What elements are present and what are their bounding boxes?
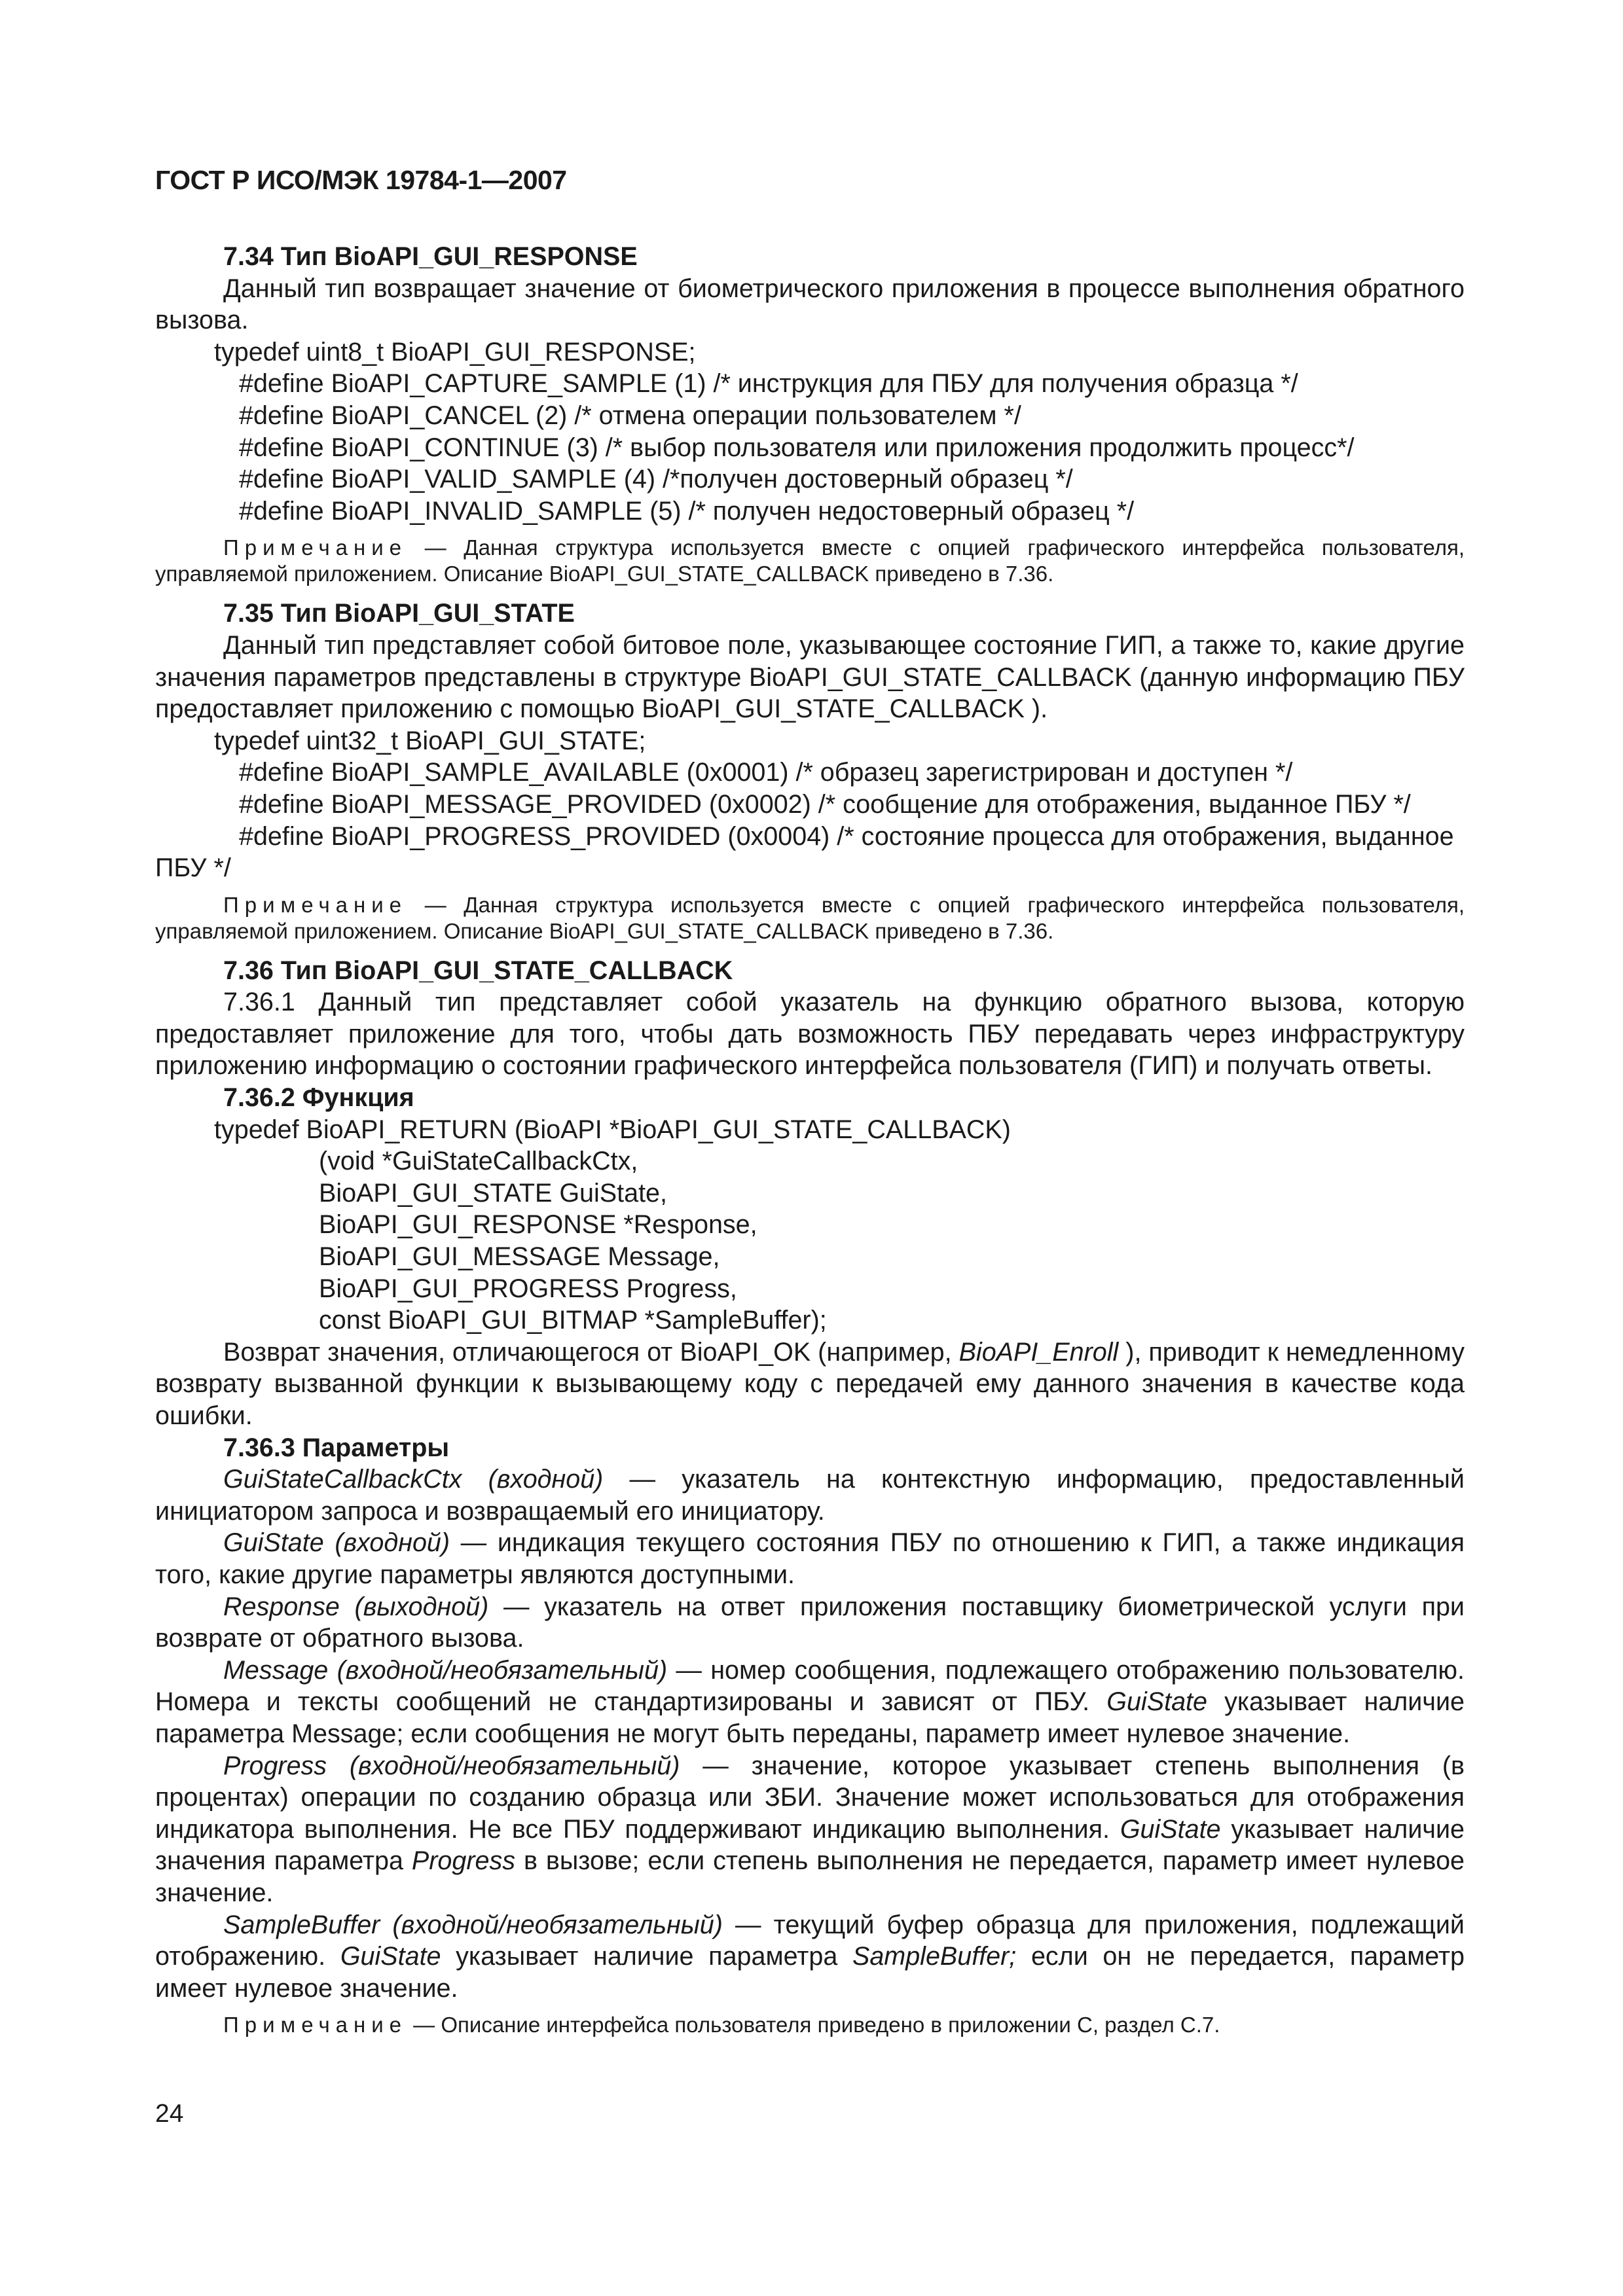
function-name: BioAPI_Enroll bbox=[958, 1337, 1119, 1367]
code-arg: BioAPI_GUI_RESPONSE *Response, bbox=[319, 1210, 757, 1240]
param-name: Progress (входной/необязательный) bbox=[223, 1751, 680, 1780]
code-define: #define BioAPI_SAMPLE_AVAILABLE (0x0001) /* образец зарегистрирован и доступен */ bbox=[239, 758, 1293, 787]
param-text: — индикация текущего состояния ПБУ по отношению к ГИП, а также индикация того, какие другие параметры являются доступными. bbox=[155, 1528, 1465, 1589]
param-ref: GuiState bbox=[1120, 1814, 1221, 1844]
note-label: Примечание bbox=[223, 892, 408, 917]
param-text: указывает наличие параметра Message; если сообщения не могут быть переданы, параметр имеет нулевое значение. bbox=[155, 1687, 1465, 1748]
code-define: #define BioAPI_CAPTURE_SAMPLE (1) /* инструкция для ПБУ для получения образца */ bbox=[239, 369, 1298, 399]
code-define: #define BioAPI_MESSAGE_PROVIDED (0x0002) /* сообщение для отображения, выданное ПБУ */ bbox=[239, 789, 1411, 819]
section-7-34-title: 7.34 Тип BioAPI_GUI_RESPONSE bbox=[223, 242, 638, 271]
page-number: 24 bbox=[155, 2100, 184, 2128]
note-label: Примечание bbox=[223, 535, 408, 560]
param-text: — указатель на контекстную информацию, предоставленный инициатором запроса и возвращаемый его инициатору. bbox=[155, 1465, 1465, 1526]
text-run: Возврат значения, отличающегося от BioAPI_OK (например, bbox=[223, 1337, 959, 1367]
section-7-35-title: 7.35 Тип BioAPI_GUI_STATE bbox=[223, 599, 575, 628]
param-name: SampleBuffer (входной/необязательный) bbox=[223, 1910, 723, 1939]
note bbox=[155, 535, 1465, 587]
param-paragraph bbox=[155, 1591, 1465, 1655]
code-arg: const BioAPI_GUI_BITMAP *SampleBuffer); bbox=[319, 1306, 827, 1335]
return-value-paragraph bbox=[155, 1336, 1465, 1432]
param-text: если он не передается, параметр имеет нулевое значение. bbox=[155, 1942, 1465, 2003]
param-paragraph bbox=[155, 1463, 1465, 1527]
code-define: #define BioAPI_CONTINUE (3) /* выбор пользователя или приложения продолжить процесс*/ bbox=[239, 433, 1355, 462]
param-name: GuiStateCallbackCtx (входной) bbox=[223, 1465, 604, 1494]
note bbox=[155, 892, 1465, 944]
param-ref: Progress bbox=[411, 1846, 515, 1876]
code-define: #define BioAPI_PROGRESS_PROVIDED (0x0004) /* состояние процесса для отображения, выданное ПБУ */ bbox=[155, 821, 1454, 883]
note-label: Примечание bbox=[223, 2013, 408, 2037]
code-arg: BioAPI_GUI_PROGRESS Progress, bbox=[319, 1274, 737, 1303]
code-define: #define BioAPI_CANCEL (2) /* отмена операции пользователем */ bbox=[239, 401, 1021, 430]
section-7-35-intro: Данный тип представляет собой битовое поле, указывающее состояние ГИП, а также то, какие другие значения параметров представлены в структуре BioAPI_GUI_STATE_CALLBACK (данную информацию ПБУ предоставляет приложению с помощью BioAPI_GUI_STATE_CALLBACK ). bbox=[155, 630, 1465, 724]
section-7-36-title: 7.36 Тип BioAPI_GUI_STATE_CALLBACK bbox=[223, 956, 733, 985]
code-define: #define BioAPI_VALID_SAMPLE (4) /*получен достоверный образец */ bbox=[239, 465, 1073, 494]
code-arg: BioAPI_GUI_STATE GuiState, bbox=[319, 1178, 667, 1208]
param-paragraph bbox=[155, 1909, 1465, 2005]
code-typedef: typedef uint32_t BioAPI_GUI_STATE; bbox=[214, 726, 646, 755]
param-text: указывает наличие параметра bbox=[441, 1942, 852, 1971]
section-7-36-2-title: 7.36.2 Функция bbox=[223, 1083, 414, 1113]
param-text: — номер сообщения, подлежащего отображению пользователю. Номера и тексты сообщений не стандартизированы и зависят от ПБУ. bbox=[155, 1655, 1465, 1717]
code-arg: BioAPI_GUI_MESSAGE Message, bbox=[319, 1242, 720, 1272]
note-text: — Данная структура используется вместе с опцией графического интерфейса пользователя, управляемой приложением. Описание BioAPI_GUI_STATE_CALLBACK приведено в 7.36. bbox=[155, 892, 1465, 943]
section-7-34-intro: Данный тип возвращает значение от биометрического приложения в процессе выполнения обратного вызова. bbox=[155, 274, 1465, 335]
code-typedef: typedef BioAPI_RETURN (BioAPI *BioAPI_GUI_STATE_CALLBACK) bbox=[214, 1115, 1011, 1144]
code-arg: (void *GuiStateCallbackCtx, bbox=[319, 1147, 638, 1176]
note-text: — Описание интерфейса пользователя приведено в приложении С, раздел С.7. bbox=[407, 2013, 1220, 2037]
text-run: ), приводит к немедленному возврату вызванной функции к вызывающему коду с передачей ему данного значения в качестве кода ошибки. bbox=[155, 1337, 1465, 1430]
param-paragraph bbox=[155, 1655, 1465, 1750]
param-ref: GuiState bbox=[340, 1942, 441, 1971]
param-paragraph bbox=[155, 1750, 1465, 1909]
param-name: GuiState (входной) bbox=[223, 1528, 450, 1558]
param-text: — значение, которое указывает степень выполнения (в процентах) операции по созданию образца или ЗБИ. Значение может использоваться для отображения индикатора выполнения. Не все ПБУ поддерживают индикацию выполнения. bbox=[155, 1751, 1465, 1844]
code-typedef: typedef uint8_t BioAPI_GUI_RESPONSE; bbox=[214, 337, 696, 367]
param-name: Response (выходной) bbox=[223, 1592, 489, 1621]
param-ref: GuiState bbox=[1106, 1687, 1207, 1717]
section-7-36-3-title: 7.36.3 Параметры bbox=[223, 1433, 450, 1462]
note-text: — Данная структура используется вместе с опцией графического интерфейса пользователя, управляемой приложением. Описание BioAPI_GUI_STATE_CALLBACK приведено в 7.36. bbox=[155, 535, 1465, 586]
param-text: в вызове; если степень выполнения не передается, параметр имеет нулевое значение. bbox=[155, 1846, 1465, 1907]
param-name: Message (входной/необязательный) bbox=[223, 1655, 668, 1685]
param-text: — указатель на ответ приложения поставщику биометрической услуги при возврате от обратного вызова. bbox=[155, 1592, 1465, 1653]
document-header: ГОСТ Р ИСО/МЭК 19784-1—2007 bbox=[155, 165, 567, 195]
note bbox=[155, 2012, 1465, 2038]
param-ref: SampleBuffer; bbox=[852, 1942, 1017, 1971]
param-paragraph bbox=[155, 1527, 1465, 1590]
page-content bbox=[155, 241, 1465, 2049]
param-text: указывает наличие значения параметра bbox=[155, 1814, 1465, 1876]
section-7-36-1-paragraph: 7.36.1 Данный тип представляет собой указатель на функцию обратного вызова, которую предоставляет приложение для того, чтобы дать возможность ПБУ передавать через инфраструктуру приложению информацию о состоянии графического интерфейса пользователя (ГИП) и получать ответы. bbox=[155, 988, 1465, 1081]
code-define: #define BioAPI_INVALID_SAMPLE (5) /* получен недостоверный образец */ bbox=[239, 496, 1135, 526]
param-text: — текущий буфер образца для приложения, подлежащий отображению. bbox=[155, 1910, 1465, 1971]
